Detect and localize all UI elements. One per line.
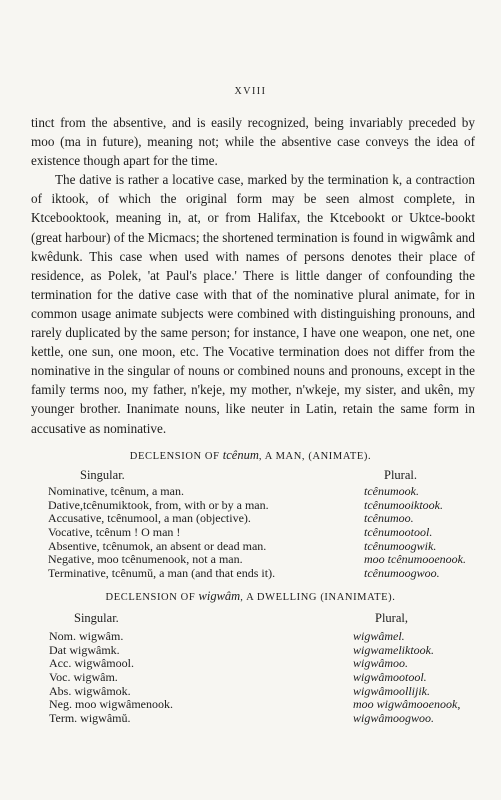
plural-forms-wigwam [353,630,460,726]
singular-row: Abs. wigwâmok. [49,683,131,698]
singular-row: Nom. wigwâm. [49,629,124,643]
declension-title-word: wigwâm [198,589,241,603]
singular-row: Dat wigwâmk. [49,642,120,657]
singular-forms-tcenum [48,485,275,581]
plural-row: tcênumooiktook. [364,497,443,512]
singular-row: Acc. wigwâmool. [49,656,134,671]
singular-row: Vocative, tcênum ! O man ! [48,525,181,540]
plural-row: wigwâmel. [353,629,405,643]
declension-title-prefix: DECLENSION OF [129,451,220,462]
singular-row: Negative, moo tcênumenook, not a man. [48,552,243,567]
plural-row: wigwâmootool. [353,670,427,685]
declension-title-prefix: DECLENSION OF [105,592,196,603]
singular-heading: Singular. [74,611,119,625]
plural-heading: Plural, [375,611,408,625]
singular-row: Absentive, tcênumok, an absent or dead man. [48,538,267,553]
declension-title-suffix: , A MAN, (ANIMATE). [258,451,372,462]
plural-row: wigwameliktook. [353,642,434,657]
singular-row: Term. wigwâmŭ. [49,711,131,726]
paragraph-dative: The dative is rather a locative case, marked by the termination k, a contraction of iktook, of which the original form may be seen almost complete, in Ktcebooktook, meaning in, at, or from Halifax, the Ktcebookt or Uktce-bookt (great harbour) of the Micmacs; the shortened termination is found in wigwâmk and kwêdunk. This case when used with names of persons denotes their place of residence, as Polek, 'at Paul's place.' There is little danger of confounding the termination for the dative case with that of the nominative plural animate, for in common usage animate subjects were combined with distinguishing pronouns, and rarely duplicated by the same person; for instance, I have one weapon, one net, one kettle, one sun, one moon, etc. The Vocative termination does not differ from the nominative in the singular of nouns or combined nouns and pronouns, except in the family terms noo, my father, n'keje, my mother, n'wkeje, my sister, and ukên, my younger brother. Inanimate nouns, like neuter in Latin, retain the same form in accusative as nominative. [31,172,475,436]
declension-title-suffix: , A DWELLING (INANIMATE). [240,592,396,603]
paragraph-continuation: tinct from the absentive, and is easily recognized, being invariably preceded by moo (ma in future), meaning not; while the absentive case conveys the idea of existence though apart for the time. [31,115,475,169]
singular-row: Accusative, tcênumool, a man (objective). [48,511,251,526]
plural-row: tcênumook. [364,484,419,498]
singular-row: Terminative, tcênumŭ, a man (and that ends it). [48,566,276,581]
singular-forms-wigwam [49,630,173,726]
singular-row: Neg. moo wigwâmenook. [49,697,173,712]
plural-row: moo tcênumooenook. [364,552,466,567]
plural-row: moo wigwâmooenook, [353,697,461,712]
declension-title-tcenum [0,448,501,463]
declension-title-wigwam [0,589,501,604]
plural-row: wigwâmoollijik. [353,683,431,698]
plural-row: tcênumoogwik. [364,538,437,553]
plural-row: tcênumoo. [364,511,414,526]
singular-heading: Singular. [80,468,125,482]
plural-heading: Plural. [384,468,417,482]
declension-title-word: tcênum [222,448,259,462]
singular-row: Nominative, tcênum, a man. [48,484,184,498]
singular-row: Voc. wigwâm. [49,670,118,685]
plural-row: wigwâmoogwoo. [353,711,435,726]
plural-forms-tcenum [364,485,466,581]
plural-row: tcênumoogwoo. [364,566,440,581]
page-number-header: XVIII [234,86,267,97]
plural-row: wigwâmoo. [353,656,409,671]
plural-row: tcênumootool. [364,525,433,540]
body-text [31,113,475,438]
singular-row: Dative,tcênumiktook, from, with or by a man. [48,497,269,512]
